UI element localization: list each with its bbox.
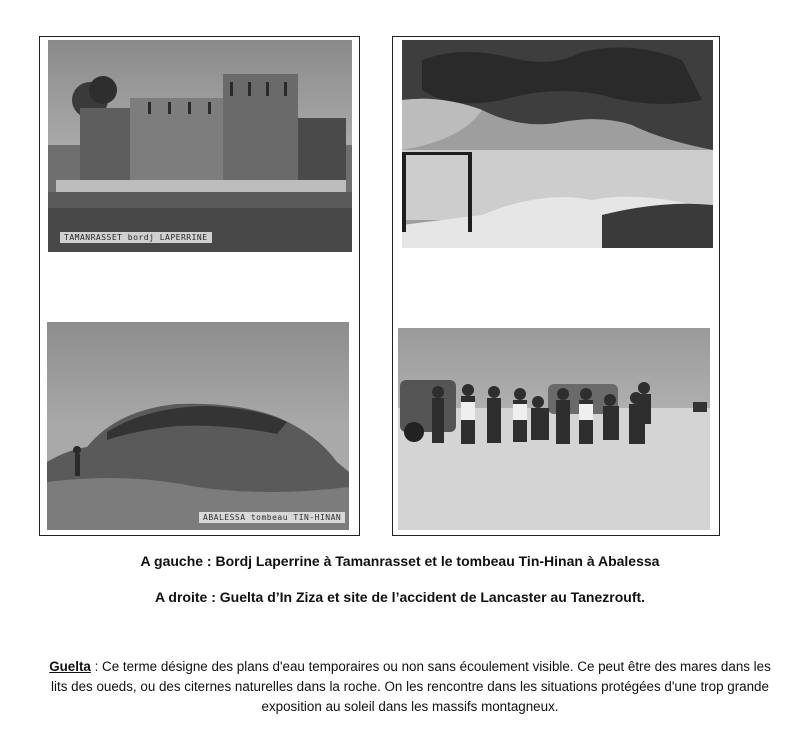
photo-stamp-bordj: TAMANRASSET bordj LAPERRINE <box>60 232 212 243</box>
photo-guelta-in-ziza <box>402 40 713 248</box>
photo-bordj-laperrine <box>48 40 352 252</box>
caption-left-photos: A gauche : Bordj Laperrine à Tamanrasset et le tombeau Tin-Hinan à Abalessa <box>140 553 660 569</box>
photo-site-accident-lancaster <box>398 328 710 530</box>
guelta-separator: : <box>90 659 103 674</box>
photo-stamp-tin-hinan: ABALESSA tombeau TIN-HINAN <box>199 512 345 523</box>
caption-right-photos: A droite : Guelta d’In Ziza et site de l’accident de Lancaster au Tanezrouft. <box>154 589 646 605</box>
photo-tombeau-tin-hinan <box>47 322 349 530</box>
guelta-text: Ce terme désigne des plans d'eau temporaires ou non sans écoulement visible. Ce peut être des mares dans les lits des oueds, ou des citernes naturelles dans la roche. On les rencontre dans les situations protégées d'une trop grande exposition au soleil dans les massifs montagneux. <box>51 659 771 714</box>
guelta-term: Guelta <box>49 659 91 674</box>
guelta-definition <box>40 657 780 717</box>
